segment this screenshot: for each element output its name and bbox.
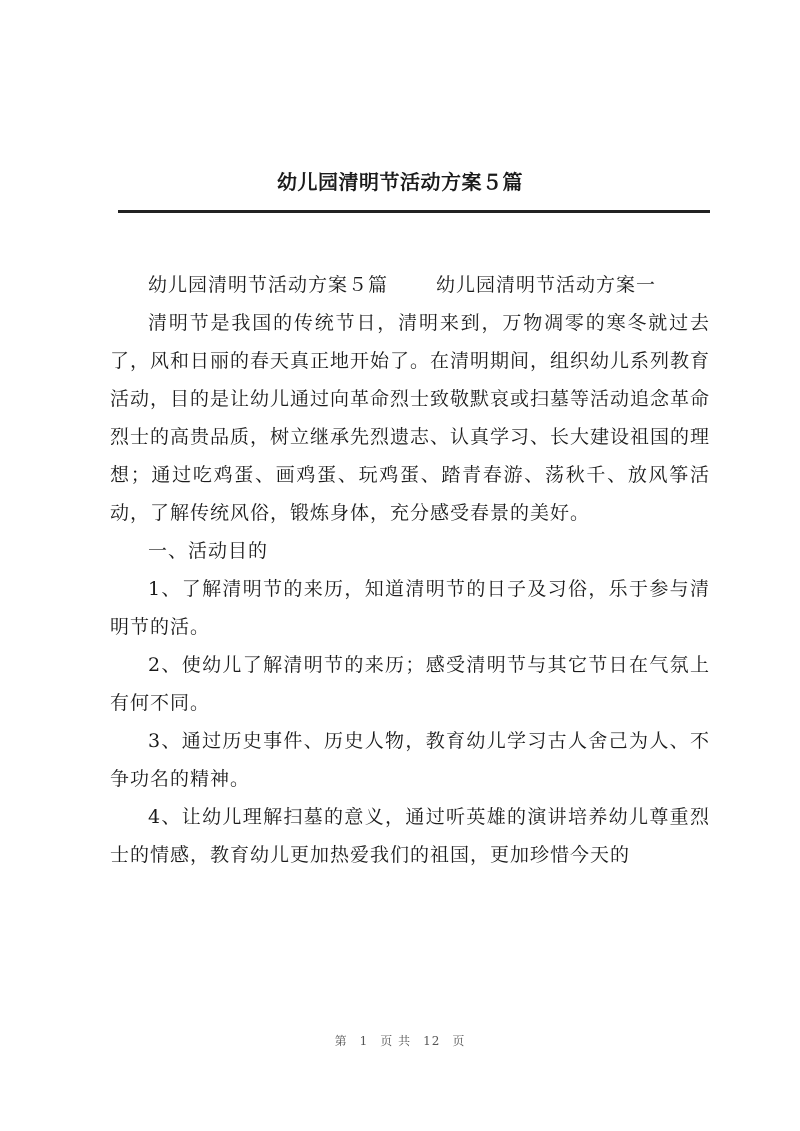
footer-page-number: 1 (359, 1034, 369, 1048)
goal-item-1: 1、了解清明节的来历，知道清明节的日子及习俗，乐于参与清明节的活。 (110, 578, 710, 638)
goal-item-3: 3、通过历史事件、历史人物，教育幼儿学习古人舍己为人、不争功名的精神。 (110, 730, 710, 790)
intro-line (110, 266, 710, 304)
footer-prefix: 第 (334, 1034, 348, 1048)
page-footer (0, 1032, 800, 1049)
section-heading-goals: 一、活动目的 (148, 540, 269, 562)
title-underline-rule (118, 210, 710, 213)
intro-right-text: 幼儿园清明节活动方案一 (436, 274, 657, 296)
footer-page-total: 12 (423, 1034, 441, 1048)
footer-mid: 页 共 (380, 1034, 412, 1048)
paragraph-introduction: 清明节是我国的传统节日，清明来到，万物凋零的寒冬就过去了，风和日丽的春天真正地开始了。在清明期间，组织幼儿系列教育活动，目的是让幼儿通过向革命烈士致敬默哀或扫墓等活动追念革命烈士的高贵品质，树立继承先烈遗志、认真学习、长大建设祖国的理想；通过吃鸡蛋、画鸡蛋、玩鸡蛋、踏青春游、荡秋千、放风筝活动，了解传统风俗，锻炼身体，充分感受春景的美好。 (110, 312, 711, 524)
goal-item-2: 2、使幼儿了解清明节的来历；感受清明节与其它节日在气氛上有何不同。 (110, 654, 710, 714)
footer-suffix: 页 (452, 1034, 466, 1048)
document-body (110, 266, 710, 874)
intro-left-text: 幼儿园清明节活动方案５篇 (148, 274, 389, 296)
document-title: 幼儿园清明节活动方案５篇 (277, 170, 523, 194)
goal-item-4: 4、让幼儿理解扫墓的意义，通过听英雄的演讲培养幼儿尊重烈士的情感，教育幼儿更加热爱我们的祖国，更加珍惜今天的 (110, 806, 710, 866)
